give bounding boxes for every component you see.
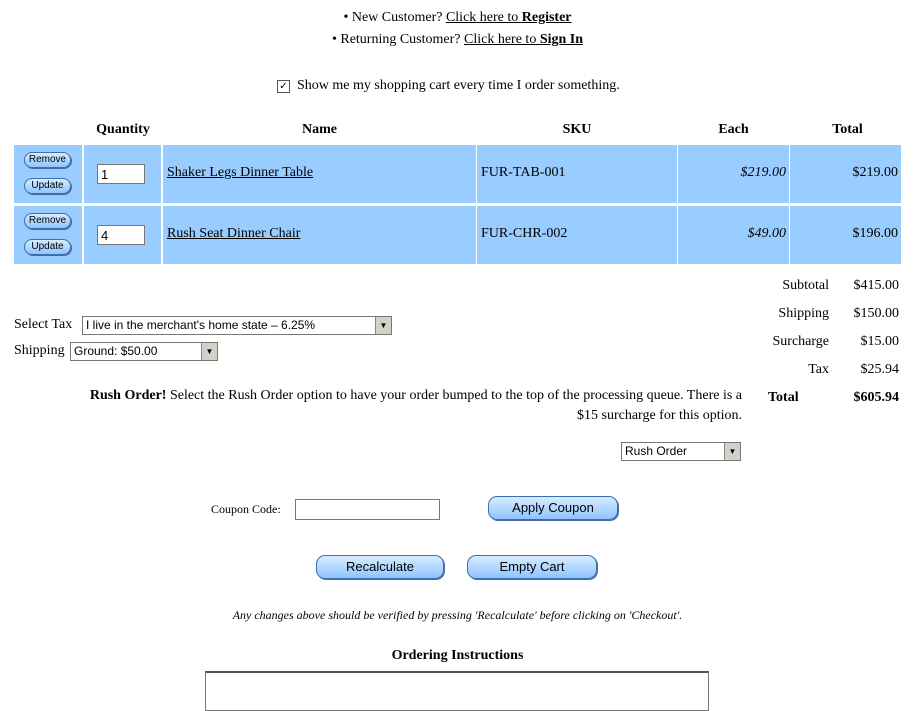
product-link[interactable]: Rush Seat Dinner Chair (167, 226, 301, 241)
subtotal-label: Subtotal (782, 278, 829, 293)
product-link[interactable]: Shaker Legs Dinner Table (167, 165, 314, 180)
coupon-label: Coupon Code: (211, 502, 281, 516)
ordering-instructions-textarea[interactable] (205, 671, 709, 711)
chevron-down-icon: ▼ (724, 443, 740, 460)
sku-cell (477, 145, 677, 203)
show-cart-checkbox[interactable]: ✓ (277, 80, 290, 93)
returning-customer-prefix: • Returning Customer? (331, 32, 465, 47)
sku-cell (477, 206, 677, 264)
header-sku: SKU (562, 122, 592, 137)
remove-button[interactable]: Remove (24, 152, 71, 168)
remove-button[interactable]: Remove (24, 213, 71, 229)
quantity-cell (84, 206, 161, 264)
rush-order-select[interactable] (621, 442, 741, 461)
rush-order-line1: Select the Rush Order option to have your order bumped to the top of the processing queue. There is a (166, 388, 742, 403)
header-quantity: Quantity (96, 122, 150, 137)
table-row (14, 206, 82, 264)
update-button[interactable]: Update (24, 239, 71, 255)
subtotal-value: $415.00 (853, 278, 899, 293)
sku-value: FUR-CHR-002 (481, 226, 568, 241)
recalculate-button[interactable]: Recalculate (316, 555, 444, 579)
each-price: $219.00 (740, 165, 786, 180)
each-cell (678, 206, 789, 264)
apply-coupon-button[interactable]: Apply Coupon (488, 496, 618, 520)
show-cart-label: Show me my shopping cart every time I order something. (297, 78, 620, 93)
sign-in-link[interactable]: Click here to Sign In (464, 32, 584, 47)
quantity-input[interactable] (97, 164, 145, 184)
tax-select[interactable] (82, 316, 392, 335)
name-cell (163, 206, 476, 264)
rush-select-value: Rush Order (625, 444, 688, 458)
coupon-input[interactable] (295, 499, 440, 520)
register-link[interactable]: Click here to Register (445, 10, 572, 25)
each-cell (678, 145, 789, 203)
shipping-label: Shipping (14, 343, 65, 358)
total-value: $605.94 (853, 390, 899, 405)
surcharge-value: $15.00 (860, 334, 899, 349)
quantity-input[interactable] (97, 225, 145, 245)
tax-summary-value: $25.94 (860, 362, 899, 377)
tax-label: Select Tax (14, 317, 73, 332)
surcharge-label: Surcharge (772, 334, 829, 349)
header-total: Total (832, 122, 863, 137)
name-cell (163, 145, 476, 203)
shipping-select[interactable] (70, 342, 218, 361)
update-button[interactable]: Update (24, 178, 71, 194)
tax-summary-label: Tax (808, 362, 829, 377)
chevron-down-icon: ▼ (201, 343, 217, 360)
tax-select-value: I live in the merchant's home state – 6.25% (86, 318, 316, 332)
recalculate-notice: Any changes above should be verified by pressing 'Recalculate' before clicking on 'Checkout'. (232, 608, 683, 622)
quantity-cell (84, 145, 161, 203)
shipping-summary-value: $150.00 (853, 306, 899, 321)
chevron-down-icon: ▼ (375, 317, 391, 334)
table-row (14, 145, 82, 203)
header-name: Name (302, 122, 337, 137)
total-cell (790, 206, 901, 264)
total-cell (790, 145, 901, 203)
new-customer-prefix: • New Customer? (343, 10, 446, 25)
rush-order-line2: $15 surcharge for this option. (577, 408, 742, 423)
rush-order-text (14, 386, 742, 426)
each-price: $49.00 (747, 226, 786, 241)
shipping-summary-label: Shipping (778, 306, 829, 321)
line-total: $219.00 (852, 165, 898, 180)
returning-customer-line (0, 32, 915, 48)
total-label: Total (768, 390, 799, 405)
shipping-select-value: Ground: $50.00 (74, 344, 158, 358)
ordering-instructions-title: Ordering Instructions (391, 648, 524, 663)
line-total: $196.00 (852, 226, 898, 241)
empty-cart-button[interactable]: Empty Cart (467, 555, 597, 579)
sku-value: FUR-TAB-001 (481, 165, 566, 180)
rush-order-title: Rush Order! (89, 388, 167, 403)
header-each: Each (718, 122, 749, 137)
new-customer-line (0, 10, 915, 26)
